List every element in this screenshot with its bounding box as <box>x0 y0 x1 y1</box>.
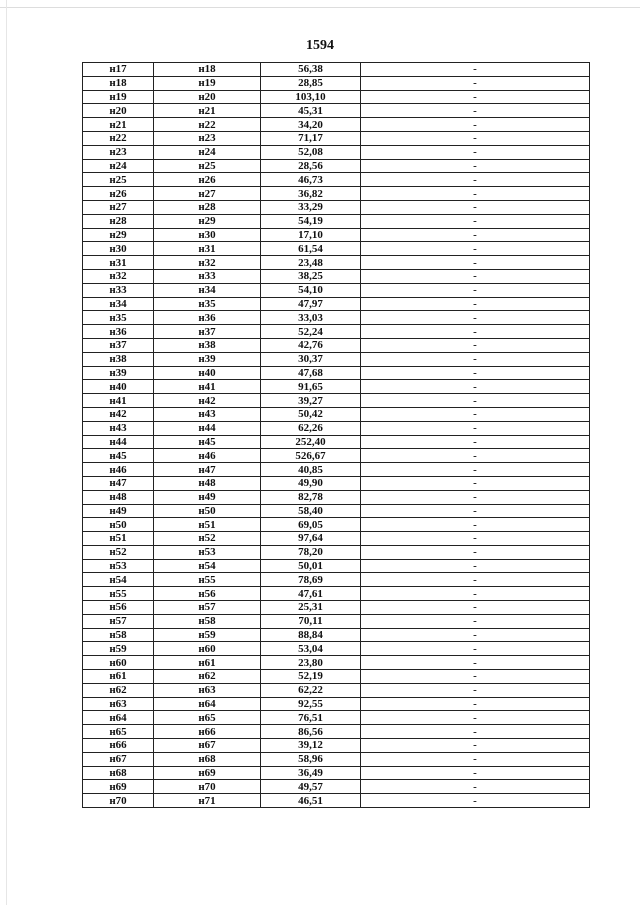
table-row <box>83 532 590 546</box>
note-cell: - <box>361 435 590 449</box>
table-row <box>83 559 590 573</box>
from-point-cell: н21 <box>83 118 154 132</box>
from-point-cell: н35 <box>83 311 154 325</box>
to-point-cell: н38 <box>154 338 261 352</box>
to-point-cell: н70 <box>154 780 261 794</box>
table-row <box>83 118 590 132</box>
distance-cell: 25,31 <box>261 601 361 615</box>
from-point-cell: н68 <box>83 766 154 780</box>
distance-cell: 86,56 <box>261 725 361 739</box>
to-point-cell: н47 <box>154 463 261 477</box>
from-point-cell: н69 <box>83 780 154 794</box>
to-point-cell: н35 <box>154 297 261 311</box>
distance-cell: 52,24 <box>261 325 361 339</box>
note-cell: - <box>361 104 590 118</box>
note-cell: - <box>361 214 590 228</box>
distance-cell: 33,03 <box>261 311 361 325</box>
distance-cell: 82,78 <box>261 490 361 504</box>
to-point-cell: н61 <box>154 656 261 670</box>
from-point-cell: н41 <box>83 394 154 408</box>
distance-cell: 91,65 <box>261 380 361 394</box>
distance-cell: 97,64 <box>261 532 361 546</box>
from-point-cell: н28 <box>83 214 154 228</box>
note-cell: - <box>361 532 590 546</box>
scan-edge-left <box>6 0 7 905</box>
distance-cell: 92,55 <box>261 697 361 711</box>
to-point-cell: н56 <box>154 587 261 601</box>
from-point-cell: н50 <box>83 518 154 532</box>
from-point-cell: н55 <box>83 587 154 601</box>
table-row <box>83 338 590 352</box>
distance-cell: 78,20 <box>261 545 361 559</box>
note-cell: - <box>361 725 590 739</box>
from-point-cell: н19 <box>83 90 154 104</box>
note-cell: - <box>361 518 590 532</box>
to-point-cell: н46 <box>154 449 261 463</box>
to-point-cell: н27 <box>154 187 261 201</box>
table-row <box>83 242 590 256</box>
from-point-cell: н45 <box>83 449 154 463</box>
to-point-cell: н59 <box>154 628 261 642</box>
note-cell: - <box>361 297 590 311</box>
to-point-cell: н23 <box>154 131 261 145</box>
to-point-cell: н22 <box>154 118 261 132</box>
table-row <box>83 131 590 145</box>
table-body <box>83 63 590 808</box>
note-cell: - <box>361 90 590 104</box>
table-row <box>83 518 590 532</box>
distance-cell: 58,40 <box>261 504 361 518</box>
to-point-cell: н63 <box>154 683 261 697</box>
note-cell: - <box>361 380 590 394</box>
note-cell: - <box>361 463 590 477</box>
distance-cell: 42,76 <box>261 338 361 352</box>
distance-cell: 50,42 <box>261 407 361 421</box>
to-point-cell: н40 <box>154 366 261 380</box>
distance-cell: 52,19 <box>261 670 361 684</box>
table-row <box>83 780 590 794</box>
distance-cell: 47,68 <box>261 366 361 380</box>
from-point-cell: н64 <box>83 711 154 725</box>
from-point-cell: н40 <box>83 380 154 394</box>
distance-cell: 76,51 <box>261 711 361 725</box>
table-row <box>83 63 590 77</box>
note-cell: - <box>361 159 590 173</box>
table-row <box>83 269 590 283</box>
distance-cell: 58,96 <box>261 752 361 766</box>
to-point-cell: н55 <box>154 573 261 587</box>
table-row <box>83 159 590 173</box>
from-point-cell: н36 <box>83 325 154 339</box>
distance-cell: 45,31 <box>261 104 361 118</box>
note-cell: - <box>361 559 590 573</box>
table-row <box>83 449 590 463</box>
note-cell: - <box>361 311 590 325</box>
table-row <box>83 683 590 697</box>
note-cell: - <box>361 352 590 366</box>
distance-cell: 30,37 <box>261 352 361 366</box>
from-point-cell: н32 <box>83 269 154 283</box>
table-row <box>83 601 590 615</box>
from-point-cell: н52 <box>83 545 154 559</box>
distance-cell: 46,51 <box>261 794 361 808</box>
note-cell: - <box>361 283 590 297</box>
table-row <box>83 573 590 587</box>
distance-cell: 49,90 <box>261 476 361 490</box>
from-point-cell: н58 <box>83 628 154 642</box>
table-row <box>83 711 590 725</box>
note-cell: - <box>361 269 590 283</box>
note-cell: - <box>361 407 590 421</box>
from-point-cell: н65 <box>83 725 154 739</box>
note-cell: - <box>361 118 590 132</box>
to-point-cell: н29 <box>154 214 261 228</box>
from-point-cell: н27 <box>83 200 154 214</box>
distance-cell: 28,85 <box>261 76 361 90</box>
distance-cell: 62,26 <box>261 421 361 435</box>
boundary-points-table <box>82 62 590 808</box>
distance-cell: 56,38 <box>261 63 361 77</box>
to-point-cell: н49 <box>154 490 261 504</box>
distance-cell: 47,61 <box>261 587 361 601</box>
from-point-cell: н53 <box>83 559 154 573</box>
to-point-cell: н44 <box>154 421 261 435</box>
table-row <box>83 104 590 118</box>
to-point-cell: н48 <box>154 476 261 490</box>
note-cell: - <box>361 780 590 794</box>
distance-cell: 39,27 <box>261 394 361 408</box>
from-point-cell: н57 <box>83 614 154 628</box>
distance-cell: 40,85 <box>261 463 361 477</box>
from-point-cell: н66 <box>83 739 154 753</box>
note-cell: - <box>361 794 590 808</box>
from-point-cell: н60 <box>83 656 154 670</box>
note-cell: - <box>361 656 590 670</box>
distance-cell: 54,19 <box>261 214 361 228</box>
distance-cell: 49,57 <box>261 780 361 794</box>
distance-cell: 78,69 <box>261 573 361 587</box>
to-point-cell: н62 <box>154 670 261 684</box>
note-cell: - <box>361 76 590 90</box>
from-point-cell: н25 <box>83 173 154 187</box>
from-point-cell: н63 <box>83 697 154 711</box>
to-point-cell: н30 <box>154 228 261 242</box>
note-cell: - <box>361 642 590 656</box>
table-row <box>83 490 590 504</box>
to-point-cell: н45 <box>154 435 261 449</box>
note-cell: - <box>361 614 590 628</box>
table-row <box>83 187 590 201</box>
note-cell: - <box>361 766 590 780</box>
distance-cell: 39,12 <box>261 739 361 753</box>
to-point-cell: н66 <box>154 725 261 739</box>
distance-cell: 38,25 <box>261 269 361 283</box>
from-point-cell: н43 <box>83 421 154 435</box>
note-cell: - <box>361 187 590 201</box>
distance-cell: 70,11 <box>261 614 361 628</box>
table-row <box>83 407 590 421</box>
to-point-cell: н41 <box>154 380 261 394</box>
from-point-cell: н47 <box>83 476 154 490</box>
distance-cell: 33,29 <box>261 200 361 214</box>
note-cell: - <box>361 628 590 642</box>
to-point-cell: н60 <box>154 642 261 656</box>
from-point-cell: н61 <box>83 670 154 684</box>
note-cell: - <box>361 545 590 559</box>
from-point-cell: н56 <box>83 601 154 615</box>
distance-cell: 62,22 <box>261 683 361 697</box>
note-cell: - <box>361 63 590 77</box>
to-point-cell: н33 <box>154 269 261 283</box>
note-cell: - <box>361 601 590 615</box>
note-cell: - <box>361 366 590 380</box>
from-point-cell: н23 <box>83 145 154 159</box>
table-row <box>83 297 590 311</box>
note-cell: - <box>361 739 590 753</box>
to-point-cell: н19 <box>154 76 261 90</box>
to-point-cell: н69 <box>154 766 261 780</box>
from-point-cell: н31 <box>83 256 154 270</box>
table-row <box>83 394 590 408</box>
note-cell: - <box>361 145 590 159</box>
note-cell: - <box>361 256 590 270</box>
from-point-cell: н59 <box>83 642 154 656</box>
to-point-cell: н25 <box>154 159 261 173</box>
note-cell: - <box>361 504 590 518</box>
distance-cell: 28,56 <box>261 159 361 173</box>
note-cell: - <box>361 476 590 490</box>
table-row <box>83 670 590 684</box>
table-row <box>83 421 590 435</box>
table-row <box>83 739 590 753</box>
distance-cell: 61,54 <box>261 242 361 256</box>
table-row <box>83 311 590 325</box>
from-point-cell: н24 <box>83 159 154 173</box>
from-point-cell: н49 <box>83 504 154 518</box>
note-cell: - <box>361 325 590 339</box>
note-cell: - <box>361 490 590 504</box>
distance-cell: 71,17 <box>261 131 361 145</box>
distance-cell: 17,10 <box>261 228 361 242</box>
from-point-cell: н30 <box>83 242 154 256</box>
to-point-cell: н50 <box>154 504 261 518</box>
distance-cell: 88,84 <box>261 628 361 642</box>
note-cell: - <box>361 711 590 725</box>
note-cell: - <box>361 338 590 352</box>
from-point-cell: н37 <box>83 338 154 352</box>
scan-edge-top <box>0 7 640 8</box>
to-point-cell: н24 <box>154 145 261 159</box>
table-row <box>83 214 590 228</box>
note-cell: - <box>361 573 590 587</box>
distance-cell: 34,20 <box>261 118 361 132</box>
distance-cell: 103,10 <box>261 90 361 104</box>
to-point-cell: н58 <box>154 614 261 628</box>
table-row <box>83 325 590 339</box>
to-point-cell: н21 <box>154 104 261 118</box>
note-cell: - <box>361 228 590 242</box>
to-point-cell: н36 <box>154 311 261 325</box>
from-point-cell: н70 <box>83 794 154 808</box>
table-row <box>83 90 590 104</box>
table-row <box>83 463 590 477</box>
to-point-cell: н67 <box>154 739 261 753</box>
from-point-cell: н42 <box>83 407 154 421</box>
table-row <box>83 352 590 366</box>
page-number: 1594 <box>306 38 334 53</box>
table-row <box>83 504 590 518</box>
distance-cell: 23,80 <box>261 656 361 670</box>
note-cell: - <box>361 200 590 214</box>
table-row <box>83 476 590 490</box>
from-point-cell: н18 <box>83 76 154 90</box>
note-cell: - <box>361 421 590 435</box>
distance-cell: 69,05 <box>261 518 361 532</box>
to-point-cell: н53 <box>154 545 261 559</box>
table-row <box>83 656 590 670</box>
to-point-cell: н37 <box>154 325 261 339</box>
to-point-cell: н32 <box>154 256 261 270</box>
to-point-cell: н28 <box>154 200 261 214</box>
from-point-cell: н22 <box>83 131 154 145</box>
to-point-cell: н18 <box>154 63 261 77</box>
table-row <box>83 642 590 656</box>
to-point-cell: н64 <box>154 697 261 711</box>
note-cell: - <box>361 394 590 408</box>
note-cell: - <box>361 131 590 145</box>
from-point-cell: н29 <box>83 228 154 242</box>
to-point-cell: н39 <box>154 352 261 366</box>
table-row <box>83 587 590 601</box>
to-point-cell: н43 <box>154 407 261 421</box>
to-point-cell: н71 <box>154 794 261 808</box>
table-row <box>83 697 590 711</box>
from-point-cell: н26 <box>83 187 154 201</box>
distance-cell: 52,08 <box>261 145 361 159</box>
from-point-cell: н54 <box>83 573 154 587</box>
to-point-cell: н42 <box>154 394 261 408</box>
to-point-cell: н20 <box>154 90 261 104</box>
note-cell: - <box>361 587 590 601</box>
distance-cell: 23,48 <box>261 256 361 270</box>
from-point-cell: н38 <box>83 352 154 366</box>
to-point-cell: н68 <box>154 752 261 766</box>
to-point-cell: н54 <box>154 559 261 573</box>
from-point-cell: н39 <box>83 366 154 380</box>
note-cell: - <box>361 752 590 766</box>
distance-cell: 526,67 <box>261 449 361 463</box>
table-row <box>83 228 590 242</box>
note-cell: - <box>361 242 590 256</box>
table-row <box>83 614 590 628</box>
table-row <box>83 366 590 380</box>
to-point-cell: н57 <box>154 601 261 615</box>
from-point-cell: н51 <box>83 532 154 546</box>
from-point-cell: н67 <box>83 752 154 766</box>
to-point-cell: н65 <box>154 711 261 725</box>
to-point-cell: н34 <box>154 283 261 297</box>
distance-cell: 36,49 <box>261 766 361 780</box>
table-row <box>83 380 590 394</box>
table-row <box>83 794 590 808</box>
table-row <box>83 256 590 270</box>
note-cell: - <box>361 697 590 711</box>
from-point-cell: н48 <box>83 490 154 504</box>
table-row <box>83 283 590 297</box>
from-point-cell: н44 <box>83 435 154 449</box>
to-point-cell: н51 <box>154 518 261 532</box>
table-row <box>83 173 590 187</box>
from-point-cell: н20 <box>83 104 154 118</box>
from-point-cell: н33 <box>83 283 154 297</box>
from-point-cell: н17 <box>83 63 154 77</box>
distance-cell: 252,40 <box>261 435 361 449</box>
to-point-cell: н52 <box>154 532 261 546</box>
distance-cell: 53,04 <box>261 642 361 656</box>
to-point-cell: н26 <box>154 173 261 187</box>
note-cell: - <box>361 173 590 187</box>
distance-cell: 47,97 <box>261 297 361 311</box>
table-row <box>83 200 590 214</box>
table-row <box>83 545 590 559</box>
note-cell: - <box>361 449 590 463</box>
from-point-cell: н62 <box>83 683 154 697</box>
table-row <box>83 76 590 90</box>
from-point-cell: н46 <box>83 463 154 477</box>
distance-cell: 50,01 <box>261 559 361 573</box>
note-cell: - <box>361 683 590 697</box>
to-point-cell: н31 <box>154 242 261 256</box>
table-row <box>83 725 590 739</box>
table-row <box>83 766 590 780</box>
table-row <box>83 435 590 449</box>
distance-cell: 46,73 <box>261 173 361 187</box>
distance-cell: 36,82 <box>261 187 361 201</box>
note-cell: - <box>361 670 590 684</box>
table-row <box>83 752 590 766</box>
table-row <box>83 145 590 159</box>
distance-cell: 54,10 <box>261 283 361 297</box>
from-point-cell: н34 <box>83 297 154 311</box>
table-row <box>83 628 590 642</box>
